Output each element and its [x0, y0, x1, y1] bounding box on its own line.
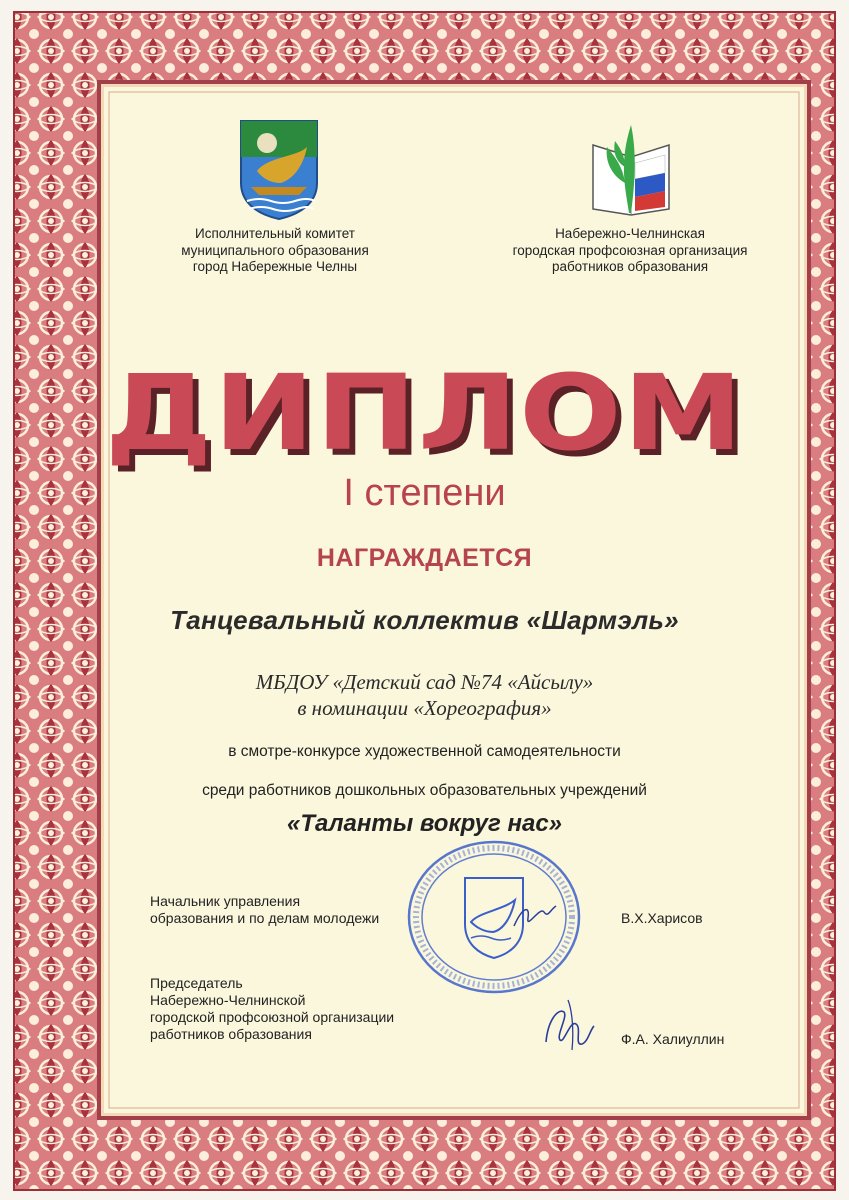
contest-name: «Таланты вокруг нас» — [286, 810, 563, 837]
awarded-label: НАГРАЖДАЕТСЯ — [316, 544, 533, 572]
signature-position-line: Набережно-Челнинской — [150, 992, 306, 1008]
signature-position-line: городской профсоюзной организации — [150, 1009, 395, 1025]
signature-position-1 — [150, 893, 430, 927]
nomination-line: в номинации «Хореография» — [297, 696, 552, 720]
signature-position-2 — [150, 975, 450, 1043]
city-coat-of-arms-icon — [237, 117, 321, 221]
handwritten-signature-1 — [510, 898, 560, 934]
org-right — [490, 226, 770, 276]
handwritten-signature-2 — [538, 990, 598, 1060]
org-left-line: Исполнительный комитет — [195, 226, 355, 241]
contest-line-2: среди работников дошкольных образовательных учреждений — [202, 782, 647, 799]
signatory-name-2: Ф.А. Халиуллин — [621, 1031, 725, 1047]
org-right-line: работников образования — [551, 259, 709, 274]
degree-label: I степени — [343, 472, 506, 514]
signature-position-line: Председатель — [150, 975, 243, 991]
signature-position-line: работников образования — [150, 1026, 312, 1042]
org-left — [150, 226, 400, 276]
org-left-line: муниципального образования — [181, 242, 369, 258]
org-right-line: Набережно-Челнинская — [555, 226, 705, 241]
institution-line: МБДОУ «Детский сад №74 «Айсылу» — [255, 670, 594, 694]
signature-position-line: Начальник управления — [150, 893, 301, 909]
org-right-line: городская профсоюзная организация — [512, 242, 748, 258]
signature-position-line: образования и по делам молодежи — [150, 910, 380, 926]
recipient-name: Танцевальный коллектив «Шармэль» — [170, 605, 679, 635]
org-left-line: город Набережные Челны — [192, 259, 358, 274]
contest-line-1: в смотре-конкурсе художественной самодеятельности — [228, 743, 621, 760]
signatory-name-1: В.Х.Харисов — [621, 910, 703, 926]
diploma-title: ДИПЛОМ — [104, 352, 745, 474]
trade-union-logo-icon — [585, 117, 677, 217]
